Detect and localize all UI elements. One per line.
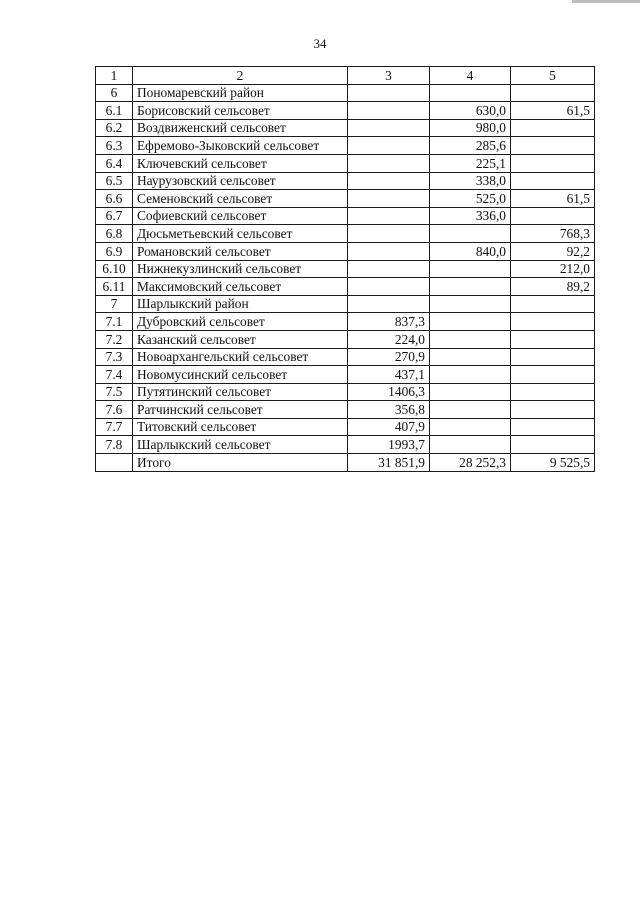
- header-cell-col-2: 2: [133, 67, 348, 85]
- value-col-5-cell: [511, 172, 595, 190]
- value-col-5-cell: [511, 119, 595, 137]
- value-col-4-cell: [430, 348, 511, 366]
- row-number-cell: 6.7: [96, 207, 133, 225]
- value-col-5-cell: [511, 401, 595, 419]
- settlement-name-cell: Ефремово-Зыковский сельсовет: [133, 137, 348, 155]
- table-row: [96, 102, 595, 120]
- settlement-name-cell: Шарлыкский сельсовет: [133, 436, 348, 454]
- value-col-4-cell: 840,0: [430, 242, 511, 260]
- header-cell-col-3: 3: [348, 67, 430, 85]
- value-col-5-cell: [511, 154, 595, 172]
- table-row: [96, 348, 595, 366]
- data-table: [95, 66, 595, 472]
- row-number-cell: 6.9: [96, 242, 133, 260]
- value-col-4-cell: [430, 295, 511, 313]
- table-row: [96, 207, 595, 225]
- row-number-cell: 6.5: [96, 172, 133, 190]
- table-row: [96, 119, 595, 137]
- value-col-4-cell: [430, 436, 511, 454]
- row-number-cell: 7.5: [96, 383, 133, 401]
- scan-edge-mark: [572, 0, 640, 3]
- table-row: [96, 418, 595, 436]
- value-col-4-cell: 525,0: [430, 190, 511, 208]
- value-col-4-cell: [430, 84, 511, 102]
- value-col-5-cell: 212,0: [511, 260, 595, 278]
- table-row: [96, 313, 595, 331]
- value-col-4-cell: 630,0: [430, 102, 511, 120]
- row-number-cell: 6.1: [96, 102, 133, 120]
- row-number-cell: 7: [96, 295, 133, 313]
- value-col-5-cell: 89,2: [511, 278, 595, 296]
- table-body: [96, 67, 595, 472]
- value-col-5-cell: [511, 330, 595, 348]
- settlement-name-cell: Ратчинский сельсовет: [133, 401, 348, 419]
- header-cell-col-1: 1: [96, 67, 133, 85]
- value-col-3-cell: 31 851,9: [348, 454, 430, 472]
- settlement-name-cell: Семеновский сельсовет: [133, 190, 348, 208]
- value-col-4-cell: [430, 278, 511, 296]
- table-row: [96, 401, 595, 419]
- value-col-4-cell: 285,6: [430, 137, 511, 155]
- value-col-3-cell: [348, 278, 430, 296]
- row-number-cell: 6: [96, 84, 133, 102]
- page-number: 34: [313, 36, 327, 51]
- value-col-4-cell: [430, 330, 511, 348]
- table-row: [96, 172, 595, 190]
- value-col-3-cell: [348, 137, 430, 155]
- settlement-name-cell: Титовский сельсовет: [133, 418, 348, 436]
- table-row: [96, 366, 595, 384]
- row-number-cell: 7.2: [96, 330, 133, 348]
- table-row: [96, 436, 595, 454]
- value-col-3-cell: [348, 154, 430, 172]
- value-col-4-cell: 225,1: [430, 154, 511, 172]
- value-col-5-cell: [511, 313, 595, 331]
- value-col-5-cell: [511, 366, 595, 384]
- settlement-name-cell: Казанский сельсовет: [133, 330, 348, 348]
- value-col-5-cell: [511, 436, 595, 454]
- value-col-3-cell: 270,9: [348, 348, 430, 366]
- settlement-name-cell: Романовский сельсовет: [133, 242, 348, 260]
- table-row: [96, 154, 595, 172]
- row-number-cell: 7.3: [96, 348, 133, 366]
- value-col-3-cell: 407,9: [348, 418, 430, 436]
- settlement-name-cell: Итого: [133, 454, 348, 472]
- settlement-name-cell: Шарлыкский район: [133, 295, 348, 313]
- settlement-name-cell: Нижнекузлинский сельсовет: [133, 260, 348, 278]
- value-col-4-cell: 336,0: [430, 207, 511, 225]
- row-number-cell: 7.4: [96, 366, 133, 384]
- table-row: [96, 454, 595, 472]
- settlement-name-cell: Новомусинский сельсовет: [133, 366, 348, 384]
- row-number-cell: 6.2: [96, 119, 133, 137]
- value-col-3-cell: [348, 102, 430, 120]
- value-col-3-cell: [348, 242, 430, 260]
- value-col-3-cell: 837,3: [348, 313, 430, 331]
- row-number-cell: 7.1: [96, 313, 133, 331]
- row-number-cell: 7.8: [96, 436, 133, 454]
- table-row: [96, 242, 595, 260]
- row-number-cell: 6.11: [96, 278, 133, 296]
- settlement-name-cell: Дубровский сельсовет: [133, 313, 348, 331]
- value-col-5-cell: 92,2: [511, 242, 595, 260]
- row-number-cell: 6.10: [96, 260, 133, 278]
- row-number-cell: 6.3: [96, 137, 133, 155]
- value-col-5-cell: 61,5: [511, 102, 595, 120]
- value-col-5-cell: 768,3: [511, 225, 595, 243]
- value-col-3-cell: [348, 172, 430, 190]
- settlement-name-cell: Максимовский сельсовет: [133, 278, 348, 296]
- table-row: [96, 137, 595, 155]
- value-col-3-cell: [348, 190, 430, 208]
- settlement-name-cell: Софиевский сельсовет: [133, 207, 348, 225]
- value-col-3-cell: 356,8: [348, 401, 430, 419]
- value-col-4-cell: [430, 383, 511, 401]
- row-number-cell: [96, 454, 133, 472]
- settlement-name-cell: Пономаревский район: [133, 84, 348, 102]
- value-col-4-cell: [430, 401, 511, 419]
- value-col-4-cell: [430, 260, 511, 278]
- table-row: [96, 295, 595, 313]
- value-col-3-cell: 224,0: [348, 330, 430, 348]
- value-col-3-cell: [348, 84, 430, 102]
- value-col-5-cell: 9 525,5: [511, 454, 595, 472]
- value-col-4-cell: 338,0: [430, 172, 511, 190]
- row-number-cell: 6.4: [96, 154, 133, 172]
- value-col-3-cell: [348, 207, 430, 225]
- value-col-4-cell: [430, 313, 511, 331]
- value-col-5-cell: [511, 348, 595, 366]
- settlement-name-cell: Новоархангельский сельсовет: [133, 348, 348, 366]
- settlement-name-cell: Ключевский сельсовет: [133, 154, 348, 172]
- table-row: [96, 278, 595, 296]
- value-col-5-cell: [511, 137, 595, 155]
- value-col-5-cell: [511, 207, 595, 225]
- value-col-5-cell: [511, 84, 595, 102]
- table-row: [96, 383, 595, 401]
- header-cell-col-5: 5: [511, 67, 595, 85]
- row-number-cell: 6.6: [96, 190, 133, 208]
- value-col-4-cell: [430, 366, 511, 384]
- row-number-cell: 7.6: [96, 401, 133, 419]
- table-row: [96, 260, 595, 278]
- value-col-3-cell: [348, 119, 430, 137]
- value-col-3-cell: [348, 295, 430, 313]
- row-number-cell: 6.8: [96, 225, 133, 243]
- value-col-3-cell: 1993,7: [348, 436, 430, 454]
- value-col-4-cell: [430, 225, 511, 243]
- value-col-4-cell: 980,0: [430, 119, 511, 137]
- settlement-name-cell: Путятинский сельсовет: [133, 383, 348, 401]
- value-col-3-cell: 437,1: [348, 366, 430, 384]
- table-row: [96, 330, 595, 348]
- value-col-5-cell: [511, 383, 595, 401]
- value-col-3-cell: [348, 225, 430, 243]
- value-col-5-cell: [511, 418, 595, 436]
- table-header-row: [96, 67, 595, 85]
- value-col-4-cell: [430, 418, 511, 436]
- settlement-name-cell: Дюсьметьевский сельсовет: [133, 225, 348, 243]
- table-row: [96, 225, 595, 243]
- value-col-4-cell: 28 252,3: [430, 454, 511, 472]
- value-col-5-cell: [511, 295, 595, 313]
- value-col-3-cell: 1406,3: [348, 383, 430, 401]
- table-row: [96, 190, 595, 208]
- settlement-name-cell: Борисовский сельсовет: [133, 102, 348, 120]
- settlement-name-cell: Наурузовский сельсовет: [133, 172, 348, 190]
- header-cell-col-4: 4: [430, 67, 511, 85]
- settlement-name-cell: Воздвиженский сельсовет: [133, 119, 348, 137]
- value-col-5-cell: 61,5: [511, 190, 595, 208]
- table-row: [96, 84, 595, 102]
- row-number-cell: 7.7: [96, 418, 133, 436]
- value-col-3-cell: [348, 260, 430, 278]
